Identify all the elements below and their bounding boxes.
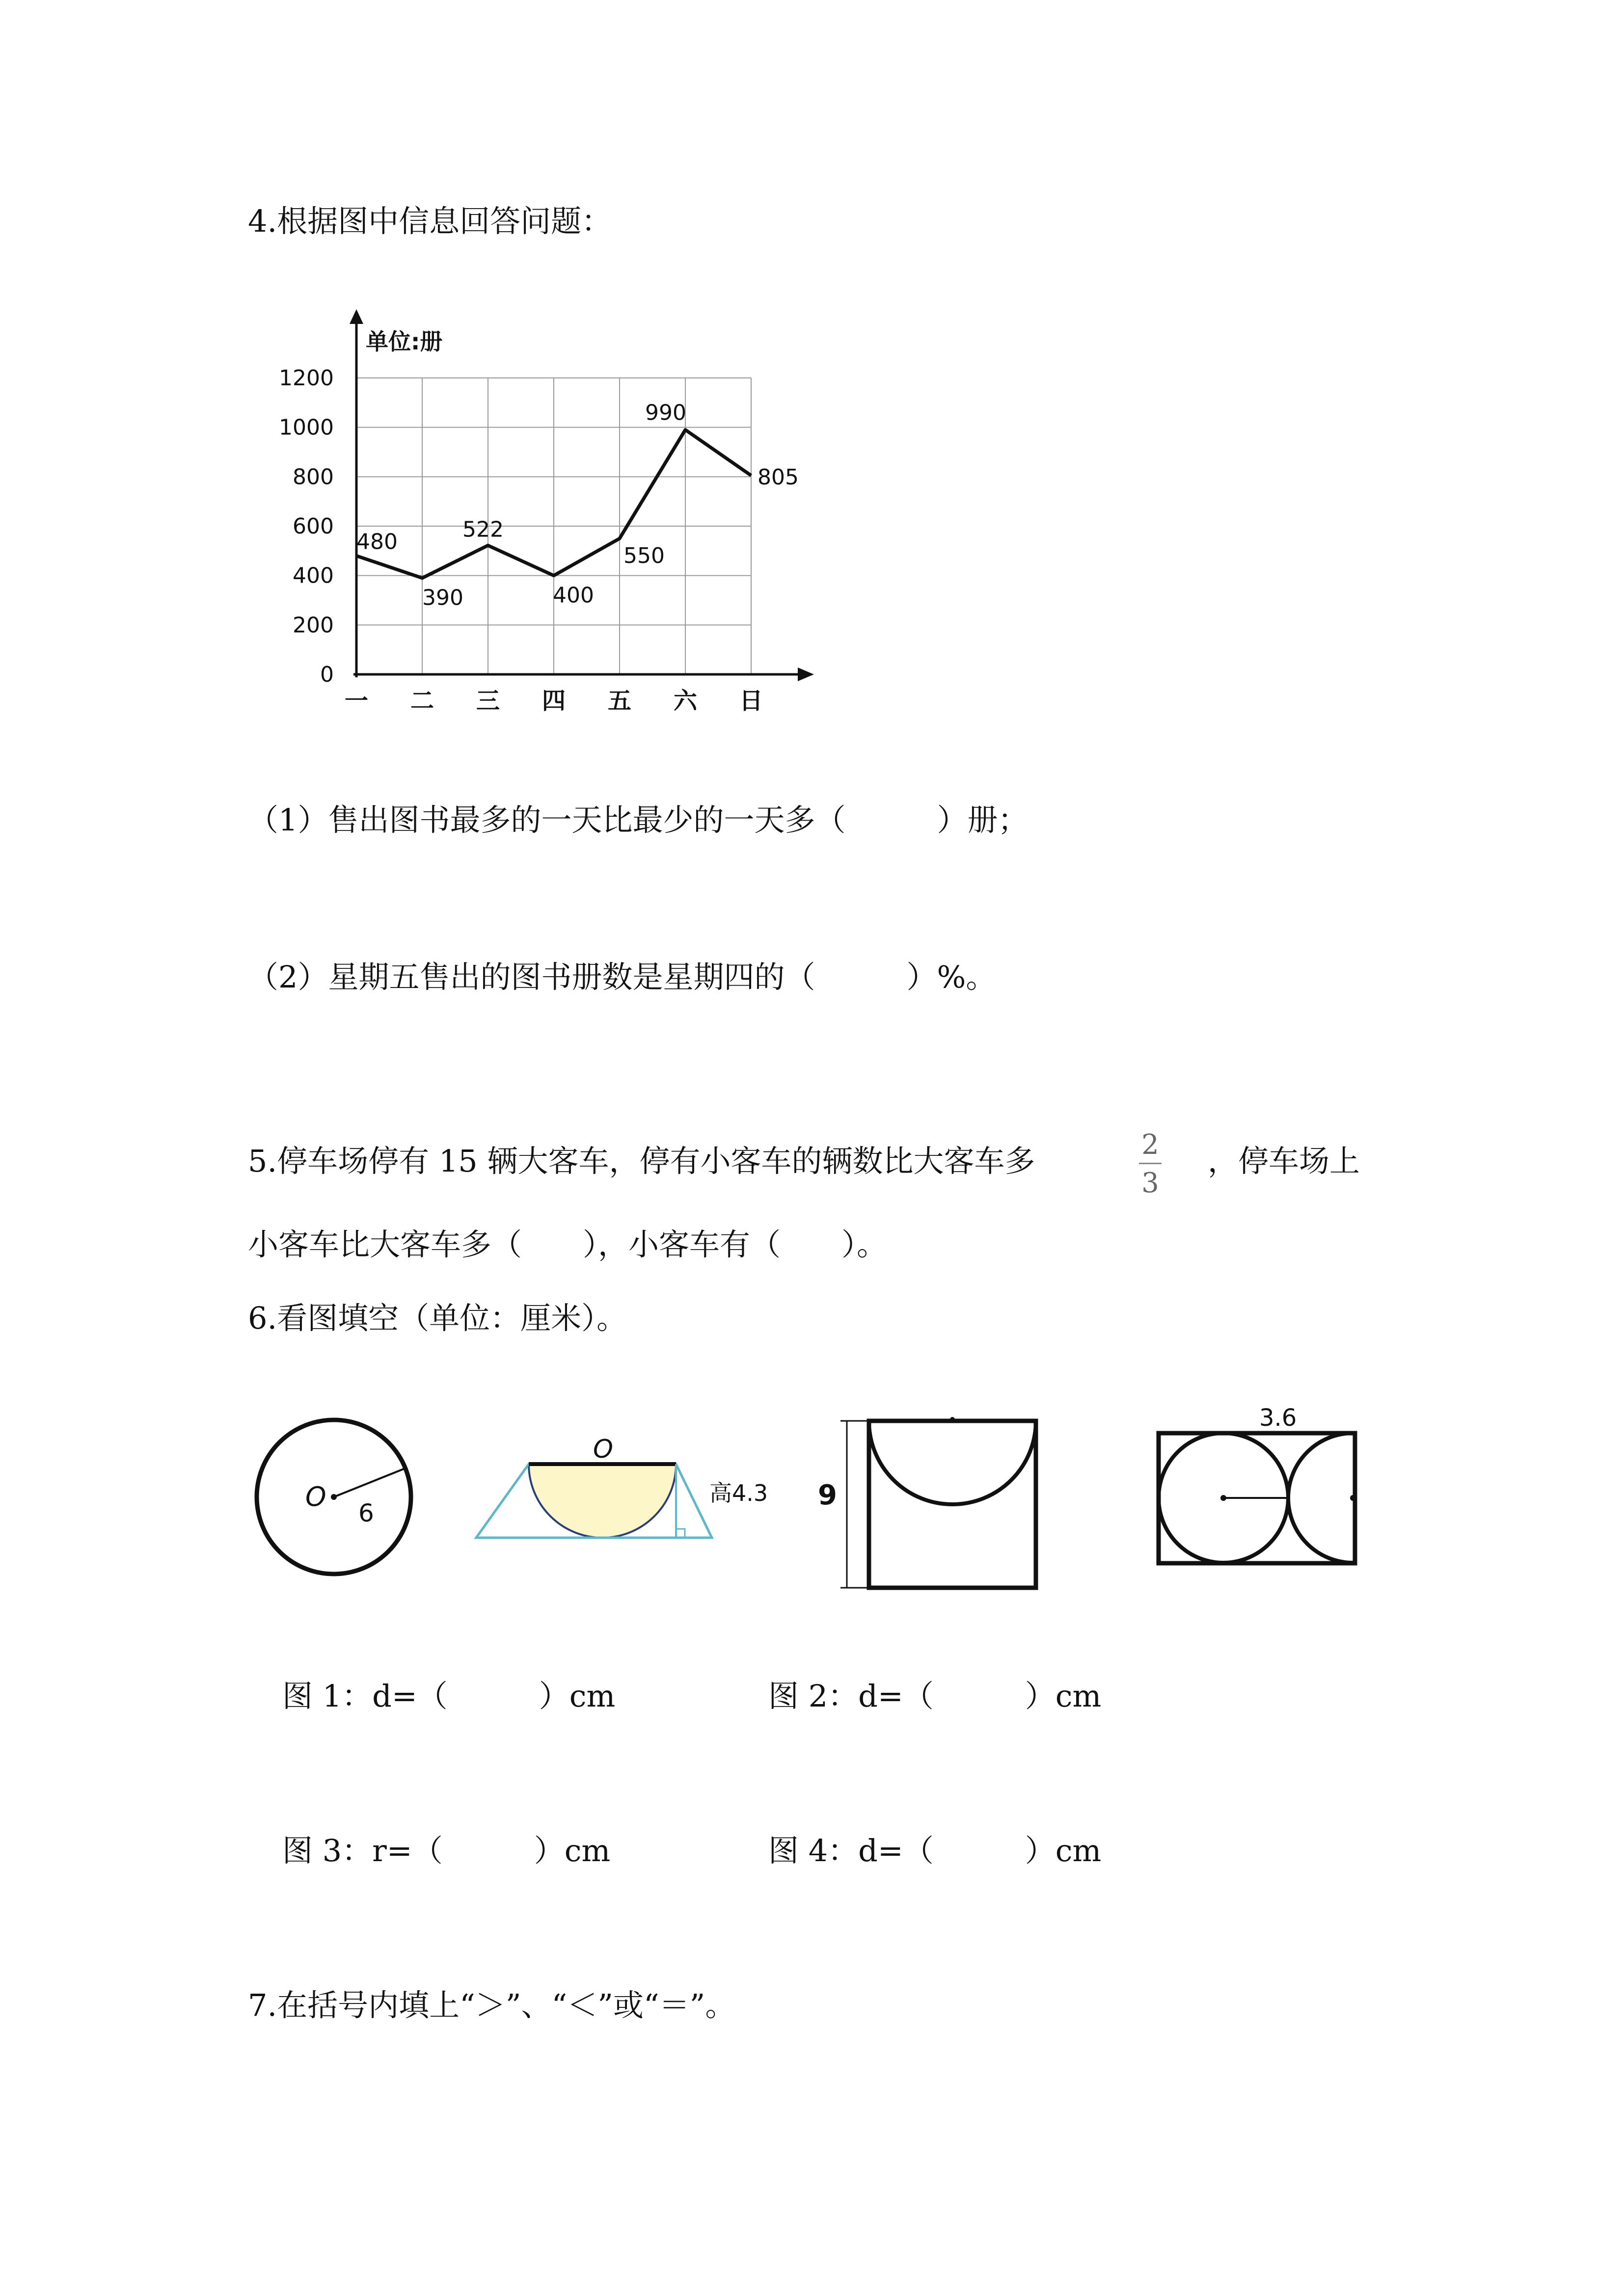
q6-answer-1: 图 1：d=（ ）cm xyxy=(282,1678,616,1714)
data-label: 480 xyxy=(356,529,398,555)
y-tick-label: 400 xyxy=(293,563,334,588)
x-tick-label: 五 xyxy=(607,687,632,715)
q6-answer-3: 图 3：r=（ ）cm xyxy=(282,1833,611,1869)
q5-fraction xyxy=(1139,1129,1162,1199)
q4-title: 4.根据图中信息回答问题： xyxy=(248,203,612,239)
x-tick-label: 三 xyxy=(476,687,500,715)
y-tick-label: 1200 xyxy=(279,366,334,391)
x-tick-label: 二 xyxy=(410,687,434,715)
y-tick-label: 200 xyxy=(293,613,334,638)
fig3-side-label: 9 xyxy=(818,1479,837,1511)
y-axis-arrow xyxy=(350,309,363,324)
fig2-center-label: O xyxy=(593,1435,613,1464)
q6-figures xyxy=(236,1394,1414,1600)
fig4-width-label: 3.6 xyxy=(1259,1404,1297,1432)
q6-title: 6.看图填空（单位：厘米）。 xyxy=(248,1300,627,1336)
q5-text-after: ，停车场上 xyxy=(1208,1143,1360,1179)
chart-unit-label: 单位:册 xyxy=(366,328,443,355)
q5-text-before: 5.停车场停有 15 辆大客车，停有小客车的辆数比大客车多 xyxy=(248,1143,1035,1179)
q4-sub1: （1）售出图书最多的一天比最少的一天多（ ）册； xyxy=(248,802,1029,838)
fraction-numerator: 2 xyxy=(1141,1129,1159,1161)
data-label: 550 xyxy=(623,543,665,569)
fraction-bar xyxy=(1139,1163,1162,1164)
data-label: 990 xyxy=(645,400,686,426)
chart-grid xyxy=(356,378,751,674)
x-axis-arrow xyxy=(798,667,814,681)
fig1-center-label: O xyxy=(305,1481,326,1512)
fig1-radius-label: 6 xyxy=(358,1499,374,1527)
line-chart xyxy=(265,294,854,726)
q5-line2: 小客车比大客车多（ ），小客车有（ ）。 xyxy=(248,1227,888,1262)
x-tick-label: 日 xyxy=(739,687,763,715)
q4-sub2: （2）星期五售出的图书册数是星期四的（ ）%。 xyxy=(248,959,997,995)
q6-answer-2: 图 2：d=（ ）cm xyxy=(768,1678,1102,1714)
fraction-denominator: 3 xyxy=(1141,1167,1159,1199)
data-label: 400 xyxy=(553,583,594,608)
q6-answer-4: 图 4：d=（ ）cm xyxy=(768,1833,1102,1869)
data-label: 390 xyxy=(422,585,463,611)
data-label: 805 xyxy=(758,464,799,490)
y-tick-label: 0 xyxy=(320,662,334,687)
x-tick-label: 四 xyxy=(541,687,566,715)
x-tick-label: 六 xyxy=(673,687,698,715)
q7-title: 7.在括号内填上“＞”、“＜”或“＝”。 xyxy=(248,1987,736,2023)
data-label: 522 xyxy=(462,517,504,542)
y-tick-label: 600 xyxy=(293,514,334,539)
figure-4-rectangle xyxy=(1159,1404,1356,1563)
x-tick-label: 一 xyxy=(344,687,369,715)
figure-3-square xyxy=(818,1417,1036,1588)
fig2-height-label: 高4.3 xyxy=(709,1480,768,1506)
y-tick-label: 1000 xyxy=(279,415,334,440)
figure-1-circle xyxy=(257,1420,411,1574)
figure-2-trapezoid xyxy=(476,1435,768,1538)
y-tick-label: 800 xyxy=(293,464,334,490)
